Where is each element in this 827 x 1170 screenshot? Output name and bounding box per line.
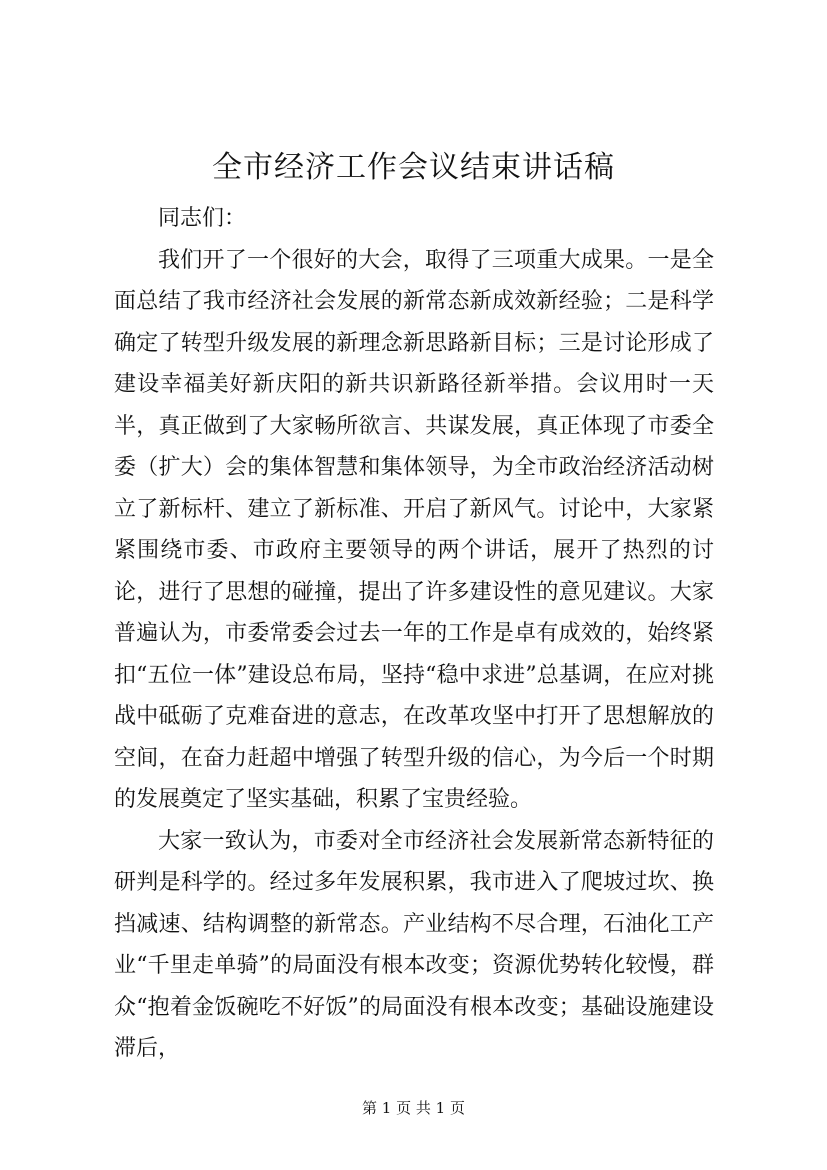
document-body: [114, 198, 714, 1070]
greeting: 同志们：: [158, 206, 247, 231]
page-footer: 第 1 页 共 1 页: [362, 1099, 465, 1117]
document-title: 全市经济工作会议结束讲话稿: [212, 150, 615, 185]
paragraph-2: 大家一致认为，市委对全市经济社会发展新常态新特征的研判是科学的。经过多年发展积累，我市进入了爬坡过坎、换挡减速、结构调整的新常态。产业结构不尽合理，石油化工产业“千里走单骑”的局面没有根本改变；资源优势转化较慢，群众“抱着金饭碗吃不好饭”的局面没有根本改变；基础设施建设滞后，: [114, 828, 714, 1061]
paragraph-1: 我们开了一个很好的大会，取得了三项重大成果。一是全面总结了我市经济社会发展的新常态新成效新经验；二是科学确定了转型升级发展的新理念新思路新目标；三是讨论形成了建设幸福美好新庆阳的新共识新路径新举措。会议用时一天半，真正做到了大家畅所欲言、共谋发展，真正体现了市委全委（扩大）会的集体智慧和集体领导，为全市政治经济活动树立了新标杆、建立了新标准、开启了新风气。讨论中，大家紧紧围绕市委、市政府主要领导的两个讲话，展开了热烈的讨论，进行了思想的碰撞，提出了许多建设性的意见建议。大家普遍认为，市委常委会过去一年的工作是卓有成效的，始终紧扣“五位一体”建设总布局，坚持“稳中求进”总基调，在应对挑战中砥砺了克难奋进的意志，在改革攻坚中打开了思想解放的空间，在奋力赶超中增强了转型升级的信心，为今后一个时期的发展奠定了坚实基础，积累了宝贵经验。: [114, 247, 714, 812]
